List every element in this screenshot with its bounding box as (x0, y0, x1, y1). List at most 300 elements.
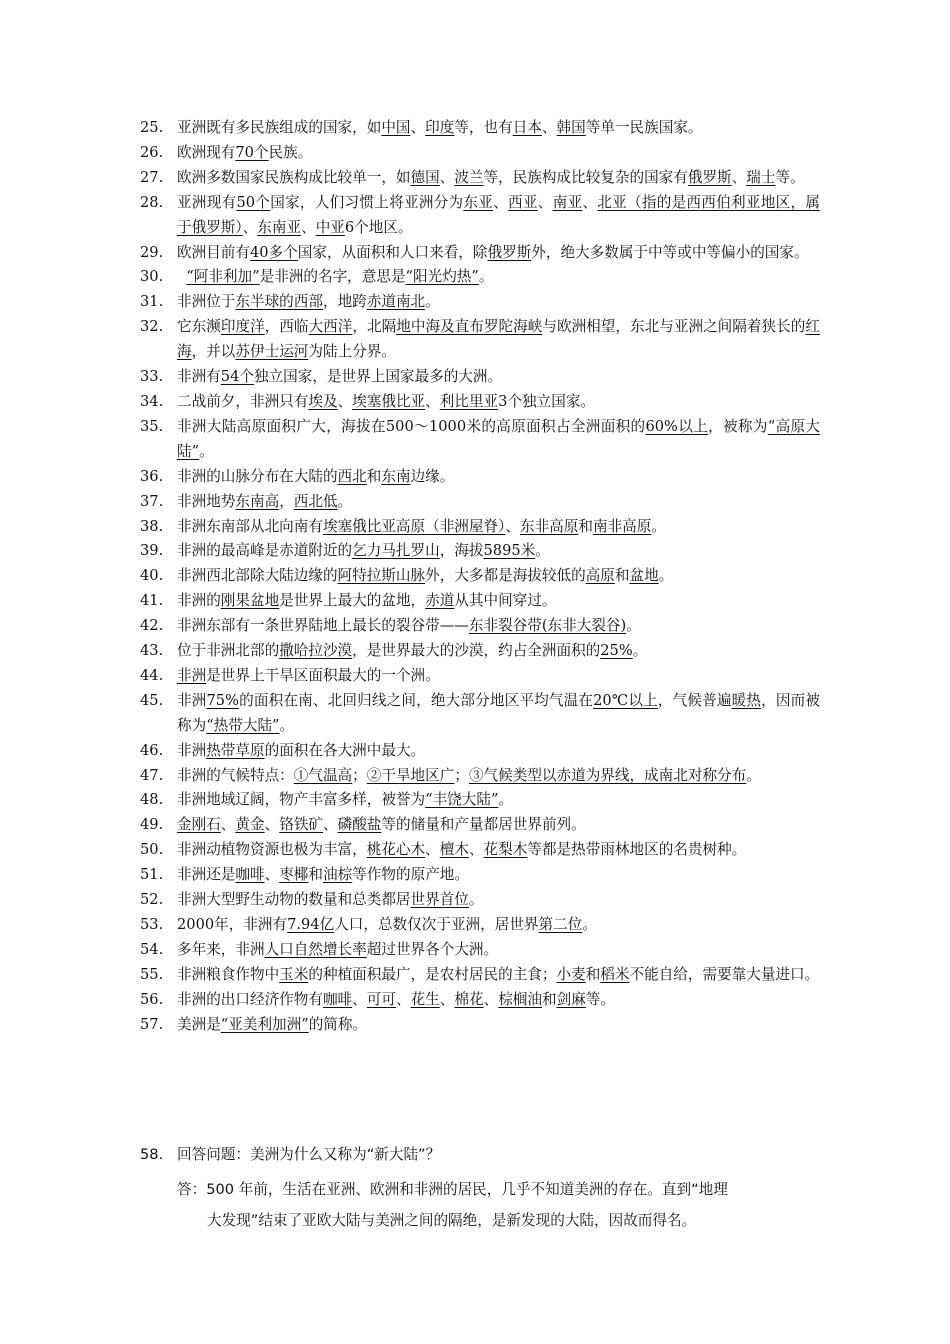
text-segment: 等。 (585, 990, 616, 1008)
text-segment: 欧洲现有 (177, 143, 236, 161)
qa-list (140, 116, 820, 1038)
text-segment: 、 (468, 841, 484, 859)
text-segment: 非洲 (177, 741, 207, 759)
item-text (177, 490, 820, 515)
text-segment: ，并以 (191, 343, 236, 361)
item-text (177, 589, 820, 614)
item-number: 37. (140, 492, 164, 510)
answer-blank: 54个 (220, 368, 254, 386)
answer-blank: 世界首位 (410, 891, 469, 909)
text-segment: 非洲的出口经济作物有 (177, 990, 323, 1008)
answer-blank: 金刚石 (177, 816, 221, 834)
text-segment: 等单一民族国家。 (585, 119, 703, 136)
text-segment: 。 (535, 542, 550, 560)
answer-blank: 东非裂谷带(东非大裂谷) (468, 617, 627, 635)
text-segment: 、 (264, 866, 280, 884)
item-text (177, 639, 820, 664)
answer-blank: 小麦 (556, 965, 586, 983)
answer-blank: ③气候类型以赤道为界线，成南北对称分布 (468, 766, 747, 784)
answer-blank: 60%以上 (645, 417, 709, 435)
item-text (177, 689, 820, 739)
text-segment: 欧洲多数国家民族构成比较单一，如 (177, 168, 411, 186)
list-item (140, 515, 820, 540)
answer-blank: 高原 (585, 567, 615, 585)
answer-blank: 地中海及直布罗陀海峡 (396, 318, 543, 336)
answer-blank: ②干旱地区广 (366, 766, 455, 784)
item-number: 32. (140, 318, 164, 336)
item-number: 40. (140, 567, 164, 585)
text-segment: 3个独立国家。 (498, 392, 596, 410)
answer-blank: 印度洋 (220, 318, 265, 336)
text-segment: 和 (614, 567, 630, 585)
list-item (140, 788, 820, 813)
text-segment: 、 (425, 841, 440, 859)
text-segment: 是世界上干旱区面积最大的一个洲。 (206, 666, 440, 684)
answer-blank: 檀木 (439, 841, 469, 859)
item-number: 26. (140, 143, 164, 161)
text-segment: 非洲还是 (177, 866, 236, 884)
text-segment: 。 (425, 293, 440, 311)
text-segment: 亚洲现有 (177, 193, 237, 211)
answer-blank: 可可 (366, 990, 396, 1008)
item-text (177, 739, 820, 764)
item-text (177, 1013, 820, 1038)
answer-blank: 南亚 (552, 193, 583, 211)
text-segment: 、 (537, 193, 553, 211)
answer-blank: 热带草原 (206, 741, 265, 759)
text-segment: 。 (478, 268, 494, 286)
answer-blank: 25% (600, 642, 633, 660)
answer-blank: 东非高原 (519, 517, 579, 535)
list-item (140, 963, 820, 988)
list-item (140, 539, 820, 564)
item-number: 54. (140, 940, 164, 958)
answer-blank: 黄金 (235, 816, 265, 834)
text-segment: 等。 (775, 168, 805, 186)
text-segment: 非洲粮食作物中 (177, 965, 280, 983)
answer-blank: 埃及 (308, 392, 338, 410)
text-segment: 非洲的 (177, 592, 221, 610)
list-item (140, 390, 820, 415)
text-segment: 等，也有 (454, 119, 513, 136)
answer-blank: 油棕 (323, 866, 353, 884)
text-segment: 和 (308, 866, 324, 884)
answer-blank: 第二位 (538, 916, 583, 933)
text-segment: 和 (578, 517, 593, 535)
item-number: 47. (140, 766, 164, 784)
text-segment: 。 (582, 916, 597, 933)
text-segment: 非洲 (177, 691, 207, 709)
answer-blank: 磷酸盐 (337, 816, 382, 834)
answer-blank: 刚果盆地 (220, 592, 280, 610)
item-number: 56. (140, 990, 164, 1008)
text-segment: 非洲地域辽阔，物产丰富多样，被誉为 (177, 791, 426, 809)
text-segment: 是世界上最大的盆地， (279, 592, 426, 610)
item-number: 42. (140, 617, 164, 635)
answer-blank: 花生 (410, 990, 440, 1008)
list-item (140, 614, 820, 639)
text-segment: 外，大多都是海拔较低的 (425, 567, 586, 585)
text-segment: 人口，总数仅次于亚洲，居世界 (334, 916, 539, 933)
text-segment: 美洲是 (177, 1015, 221, 1033)
text-segment: 国家，人们习惯上将亚洲分为 (270, 193, 464, 211)
answer-blank: 乞力马扎罗山 (352, 542, 440, 560)
answer-blank: 东南 (381, 467, 411, 485)
text-segment: 、 (264, 816, 280, 834)
text-segment: 亚洲既有多民族组成的国家，如 (177, 119, 382, 136)
text-segment: 、 (582, 193, 598, 211)
answer-line-2: 大发现”结束了亚欧大陆与美洲之间的隔绝，是新发现的大陆，因故而得名。 (207, 1212, 697, 1229)
item-number: 45. (140, 691, 164, 709)
text-segment: 非洲地势 (177, 492, 236, 510)
text-segment: 、 (439, 168, 455, 186)
item-number: 58. (140, 1146, 164, 1163)
text-segment: 、 (220, 816, 236, 834)
text-segment: 非洲动植物资源也极为丰富， (177, 841, 367, 859)
item-text (177, 764, 820, 789)
text-segment: 。 (498, 791, 514, 809)
text-segment: 、 (352, 990, 367, 1008)
answer-blank: 韩国 (556, 119, 586, 136)
text-segment: 为陆上分界。 (308, 343, 396, 361)
text-segment: 位于非洲北部的 (177, 642, 280, 660)
answer-blank: 50个 (236, 193, 271, 211)
answer-blank: ①气温高 (293, 766, 353, 784)
item-text (177, 365, 820, 390)
text-segment: ，西临 (264, 318, 309, 336)
text-segment: 它东濒 (177, 318, 221, 336)
item-text (177, 515, 820, 540)
text-segment: 、 (493, 193, 509, 211)
answer-block (177, 1174, 807, 1236)
answer-blank: 花梨木 (483, 841, 528, 859)
item-number: 27. (140, 168, 164, 186)
text-segment: 。 (279, 716, 295, 734)
answer-blank: 75% (206, 691, 239, 709)
list-item (140, 365, 820, 390)
list-item (140, 664, 820, 689)
list-item (140, 415, 820, 465)
text-segment: 和 (366, 467, 382, 485)
item-number: 41. (140, 592, 164, 610)
text-segment: 独立国家，是世界上国家最多的大洲。 (253, 368, 503, 386)
list-item (140, 813, 820, 838)
list-item (140, 913, 820, 938)
answer-blank: 撒哈拉沙漠 (279, 642, 353, 660)
list-item (140, 191, 820, 241)
item-text (177, 564, 820, 589)
text-segment: 。 (632, 642, 648, 660)
text-segment: 与欧洲相望，东北与亚洲之间隔着狭长的 (542, 318, 806, 336)
answer-blank: 人口自然增长率 (264, 940, 367, 958)
answer-blank: 稻米 (600, 965, 630, 983)
item-text (177, 913, 820, 938)
item-number: 31. (140, 293, 164, 311)
answer-blank: 德国 (410, 168, 440, 186)
answer-blank: 东南亚 (257, 218, 302, 236)
list-item (140, 863, 820, 888)
answer-blank: 东半球的西部 (235, 293, 323, 311)
text-segment: 非洲东南部从北向南有 (177, 517, 323, 535)
item-text (177, 664, 820, 689)
item-text (177, 191, 820, 241)
answer-blank: 东南高 (235, 492, 280, 510)
text-segment: 。 (651, 517, 666, 535)
text-segment: 、 (483, 990, 499, 1008)
answer-blank: “阳光灼热” (405, 268, 479, 286)
answer-blank: 赤道 (425, 592, 455, 610)
item-number: 29. (140, 243, 164, 261)
list-item (140, 1013, 820, 1038)
text-segment: 非洲的山脉分布在大陆的 (177, 467, 338, 485)
text-segment: 边缘。 (410, 467, 455, 485)
text-segment: 多年来，非洲 (177, 940, 265, 958)
list-item (140, 639, 820, 664)
answer-blank: 7.94亿 (287, 916, 335, 933)
text-segment: 和 (585, 965, 601, 983)
item-number: 33. (140, 368, 164, 386)
text-segment: 、 (323, 816, 338, 834)
answer-blank: 剑麻 (556, 990, 586, 1008)
text-segment: 2000年，非洲有 (177, 916, 288, 933)
list-item (140, 166, 820, 191)
text-segment: ，北隔 (352, 318, 397, 336)
item-text (177, 116, 820, 141)
text-segment: 等的储量和产量都居世界前列。 (381, 816, 586, 834)
text-segment: 。 (337, 492, 353, 510)
question-text: 回答问题：美洲为什么又称为“新大陆”？ (177, 1146, 441, 1163)
item-number: 38. (140, 517, 164, 535)
item-text (177, 390, 820, 415)
list-item (140, 988, 820, 1013)
text-segment: 非洲大型野生动物的数量和总类都居 (177, 891, 411, 909)
list-item (140, 116, 820, 141)
text-segment: 的面积在南、北回归线之间，绝大部分地区平均气温在 (238, 691, 594, 709)
text-segment: 、 (301, 218, 316, 236)
text-segment: ； (454, 766, 469, 784)
text-segment: 。 (746, 766, 761, 784)
item-number: 44. (140, 666, 164, 684)
item-number: 49. (140, 816, 164, 834)
answer-blank: 南非高原 (592, 517, 652, 535)
item-text (177, 988, 820, 1013)
item-number: 39. (140, 542, 164, 560)
answer-blank: 红海 (177, 318, 820, 361)
text-segment: 。 (199, 442, 214, 460)
item-text (177, 888, 820, 913)
list-item (140, 265, 820, 290)
text-segment: 非洲西北部除大陆边缘的 (177, 567, 338, 585)
answer-blank: 桃花心木 (366, 841, 426, 859)
answer-line-1: 答：500 年前，生活在亚洲、欧洲和非洲的居民，几乎不知道美洲的存在。直到“地理 (177, 1181, 728, 1198)
answer-blank: “亚美利加洲” (220, 1015, 309, 1033)
item-text (177, 265, 820, 290)
answer-blank: 西北 (337, 467, 367, 485)
item-number: 50. (140, 841, 164, 859)
text-segment: 、 (242, 218, 258, 236)
list-item (140, 764, 820, 789)
answer-blank: “阿非利加” (186, 268, 260, 286)
text-segment: 、 (439, 990, 455, 1008)
text-segment: 。 (468, 891, 484, 909)
answer-blank: 西北低 (293, 492, 338, 510)
answer-blank: 印度 (425, 119, 455, 136)
answer-blank: “热带大陆” (206, 716, 280, 734)
text-segment: 非洲的最高峰是赤道附近的 (177, 542, 353, 560)
answer-blank: 40多个 (249, 243, 298, 261)
answer-blank: 大西洋 (308, 318, 353, 336)
answer-blank: 赤道南北 (366, 293, 426, 311)
answer-blank: 俄罗斯 (687, 168, 732, 186)
item-number: 46. (140, 741, 164, 759)
text-segment: 的简称。 (308, 1015, 368, 1033)
item-number: 52. (140, 891, 164, 909)
list-item (140, 490, 820, 515)
answer-blank: 枣椰 (279, 866, 309, 884)
item-text (177, 963, 820, 988)
item-number: 57. (140, 1015, 164, 1033)
list-item (140, 689, 820, 739)
answer-blank: 5895米 (483, 542, 536, 560)
text-segment: 非洲的气候特点： (177, 766, 294, 784)
text-segment: 、 (425, 392, 440, 410)
text-segment: 从其中间穿过。 (454, 592, 557, 610)
text-segment: ； (352, 766, 367, 784)
text-segment: ，气候普遍 (657, 691, 732, 709)
list-item (140, 241, 820, 266)
answer-blank: 盆地 (629, 567, 659, 585)
text-segment: ，被称为 (708, 417, 768, 435)
text-segment: ，是世界最大的沙漠，约占全洲面积的 (352, 642, 601, 660)
text-segment: 等都是热带雨林地区的名贵树种。 (527, 841, 747, 859)
list-item (140, 838, 820, 863)
answer-blank: 中国 (381, 119, 411, 136)
text-segment: ，因而被称为 (177, 691, 820, 734)
text-segment: 不能自给，需要靠大量进口。 (629, 965, 820, 983)
text-segment: 非洲大陆高原面积广大，海拔在500～1000米的高原面积占全洲面积的 (177, 417, 646, 435)
answer-blank: 埃塞俄比亚 (352, 392, 426, 410)
answer-blank: 20℃以上 (593, 691, 658, 709)
list-item (140, 589, 820, 614)
answer-blank: “丰饶大陆” (425, 791, 499, 809)
text-segment: 、 (395, 990, 411, 1008)
text-segment: 、 (410, 119, 426, 136)
text-segment: 等作物的原产地。 (352, 866, 469, 884)
item-text (177, 788, 820, 813)
list-item (140, 290, 820, 315)
item-number: 25. (140, 119, 164, 136)
text-segment (177, 268, 186, 285)
item-number: 55. (140, 965, 164, 983)
text-segment: 和 (542, 990, 557, 1008)
answer-blank: 70个 (235, 143, 269, 161)
text-segment: 民族。 (268, 143, 313, 161)
list-item (140, 739, 820, 764)
list-item (140, 315, 820, 365)
text-segment: 外，绝大多数属于中等或中等偏小的国家。 (531, 243, 809, 261)
list-item (140, 938, 820, 963)
answer-blank: 中亚 (315, 218, 345, 236)
text-segment: ，海拔 (439, 542, 484, 560)
answer-blank: 利比里亚 (439, 392, 499, 410)
answer-blank: 西亚 (508, 193, 538, 211)
answer-blank: 俄罗斯 (487, 243, 532, 261)
answer-blank: 棉花 (454, 990, 484, 1008)
list-item (140, 141, 820, 166)
answer-blank: 埃塞俄比亚高原（非洲屋脊） (322, 517, 506, 535)
item-number: 48. (140, 791, 164, 809)
question-item (140, 1143, 440, 1167)
answer-blank: 棕榈油 (498, 990, 542, 1008)
item-text (177, 241, 820, 266)
text-segment: 、 (505, 517, 520, 535)
item-number: 53. (140, 916, 164, 933)
answer-blank: 暖热 (731, 691, 762, 709)
item-number: 43. (140, 642, 164, 660)
text-segment: 、 (337, 392, 353, 410)
item-number: 51. (140, 866, 164, 884)
item-number: 34. (140, 392, 164, 410)
item-text (177, 863, 820, 888)
list-item (140, 888, 820, 913)
answer-blank: 铬铁矿 (279, 816, 324, 834)
item-number: 35. (140, 417, 164, 435)
answer-blank: 波兰 (454, 168, 484, 186)
answer-blank: 咖啡 (322, 990, 353, 1008)
item-number: 36. (140, 467, 164, 485)
item-number: 28. (140, 193, 164, 211)
text-segment: 的面积在各大洲中最大。 (264, 741, 426, 759)
answer-blank: 玉米 (279, 965, 309, 983)
text-segment: ，地跨 (322, 293, 367, 311)
text-segment: 的种植面积最广，是农村居民的主食； (308, 965, 557, 983)
answer-blank: 北亚（指的是西西伯利亚地区，属于俄罗斯） (177, 193, 820, 236)
item-text (177, 838, 820, 863)
text-segment: 欧洲目前有 (177, 243, 250, 261)
answer-blank: 日本 (512, 119, 542, 136)
item-text (177, 415, 820, 465)
item-text (177, 166, 820, 191)
list-item (140, 465, 820, 490)
text-segment: 超过世界各个大洲。 (366, 940, 499, 958)
text-segment: 。 (658, 567, 674, 585)
text-segment: ， (279, 492, 294, 510)
text-segment: 非洲位于 (177, 293, 236, 311)
item-text (177, 315, 820, 365)
text-segment: 等，民族构成比较复杂的国家有 (483, 168, 688, 186)
item-text (177, 465, 820, 490)
item-text (177, 938, 820, 963)
text-segment: 国家，从面积和人口来看，除 (297, 243, 488, 261)
text-segment: 、 (731, 168, 747, 186)
item-text (177, 539, 820, 564)
item-text (177, 290, 820, 315)
text-segment: 是非洲的名字，意思是 (259, 268, 406, 286)
item-text (177, 813, 820, 838)
answer-blank: 瑞士 (746, 168, 776, 186)
answer-blank: 阿特拉斯山脉 (337, 567, 426, 585)
answer-blank: 苏伊士运河 (235, 343, 309, 361)
text-segment: 。 (626, 617, 641, 635)
text-segment: 非洲东部有一条世界陆地上最长的裂谷带—— (177, 617, 469, 635)
answer-blank: 咖啡 (235, 866, 265, 884)
list-item (140, 564, 820, 589)
answer-blank: “高原大陆” (177, 417, 821, 460)
item-text (177, 141, 820, 166)
item-number: 30. (140, 268, 164, 286)
answer-blank: 非洲 (177, 666, 207, 684)
text-segment: 6个地区。 (344, 218, 413, 236)
